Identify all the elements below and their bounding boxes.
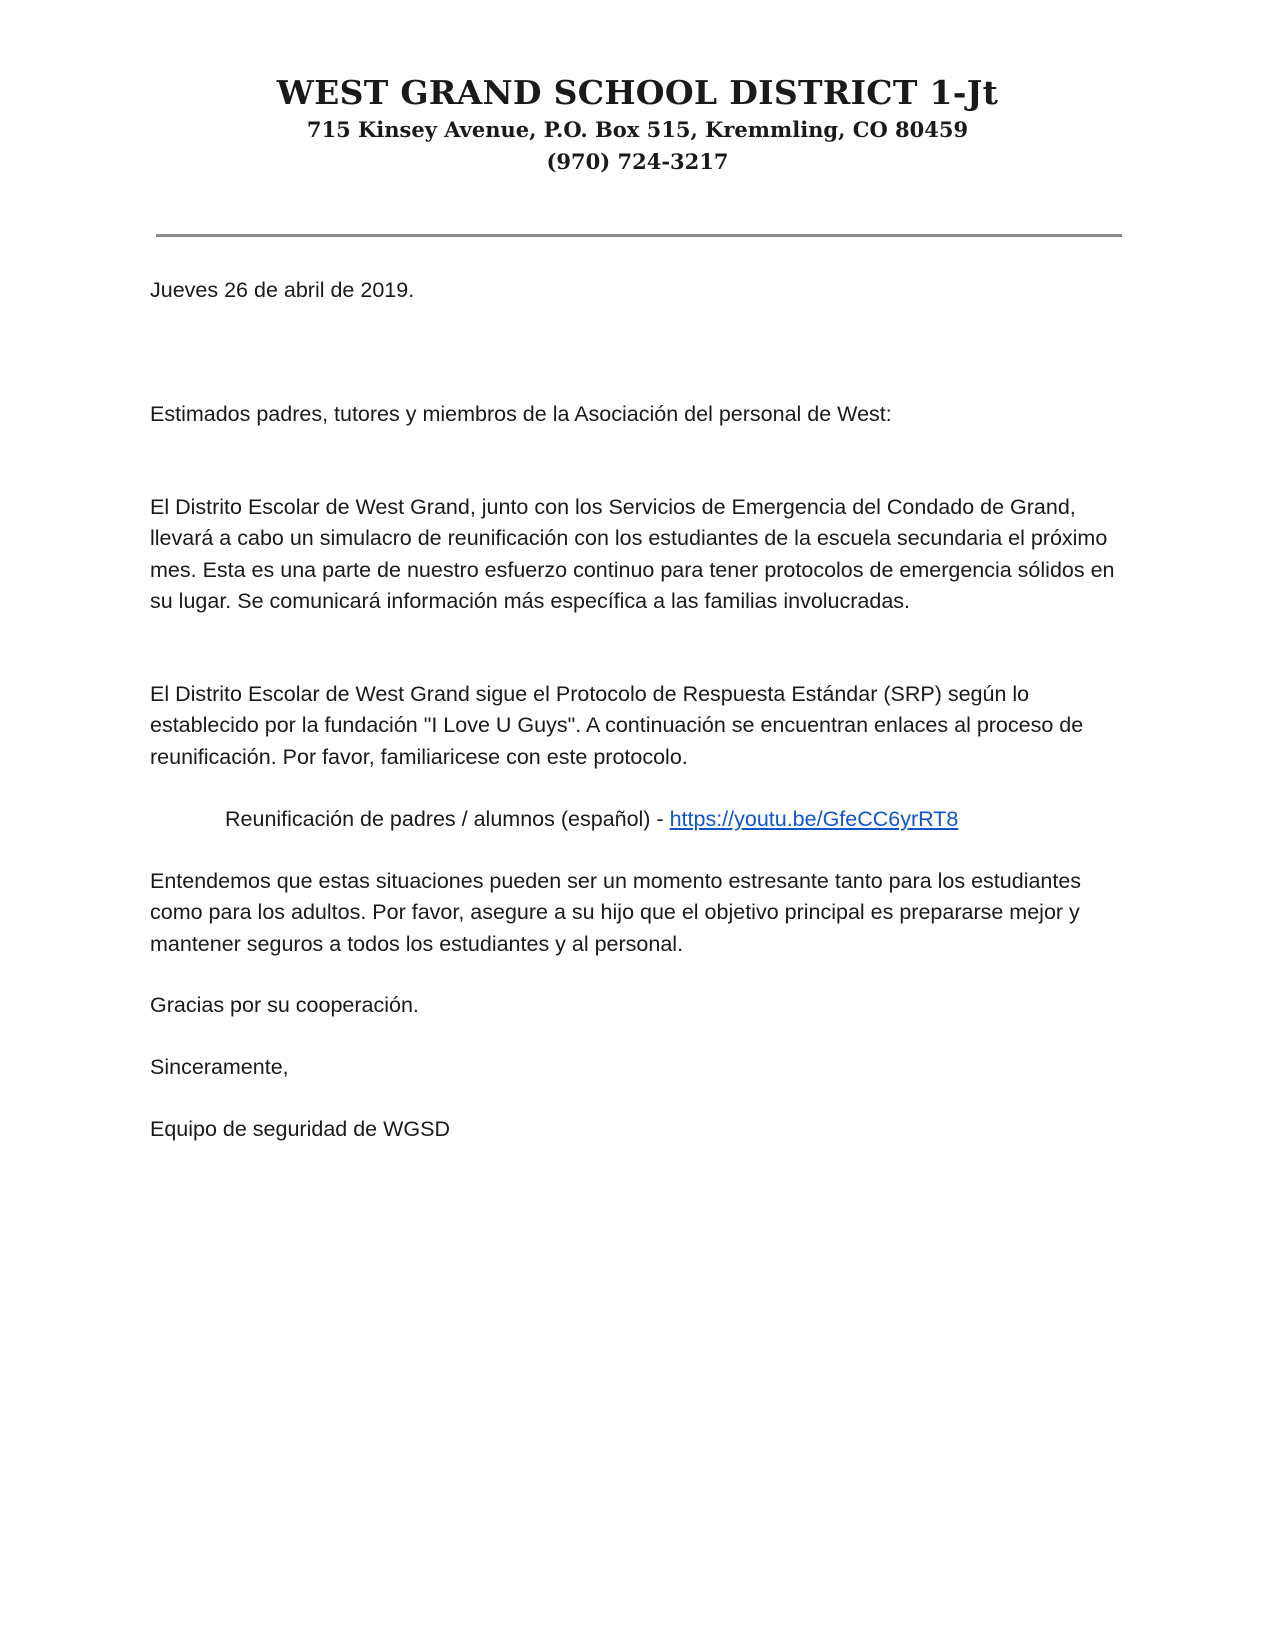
letter-date: Jueves 26 de abril de 2019. bbox=[150, 278, 415, 302]
letter-signature: Equipo de seguridad de WGSD bbox=[150, 1117, 450, 1141]
header-divider bbox=[156, 234, 1122, 237]
letter-thanks: Gracias por su cooperación. bbox=[150, 993, 419, 1017]
letter-paragraph-3: Entendemos que estas situaciones pueden ser un momento estresante tanto para los estudiantes como para los adultos. Por favor, asegure a su hijo que el objetivo principal es prepararse mejor y mantener seguros a todos los estudiantes y al personal. bbox=[150, 869, 1082, 956]
video-link-line bbox=[225, 804, 1125, 835]
letter-salutation: Estimados padres, tutores y miembros de la Asociación del personal de West: bbox=[150, 402, 892, 426]
district-name: WEST GRAND SCHOOL DISTRICT 1-Jt bbox=[276, 73, 999, 112]
district-address: 715 Kinsey Avenue, P.O. Box 515, Kremmling, CO 80459 bbox=[306, 117, 969, 142]
letter-paragraph-2: El Distrito Escolar de West Grand sigue el Protocolo de Respuesta Estándar (SRP) según lo establecido por la fundación "I Love U Guys". A continuación se encuentran enlaces al proceso de reunificación. Por favor, familiaricese con este protocolo. bbox=[150, 682, 1084, 769]
letter-paragraph-1: El Distrito Escolar de West Grand, junto con los Servicios de Emergencia del Condado de Grand, llevará a cabo un simulacro de reunificación con los estudiantes de la escuela secundaria el próximo mes. Esta es una parte de nuestro esfuerzo continuo para tener protocolos de emergencia sólidos en su lugar. Se comunicará información más específica a las familias involucradas. bbox=[150, 495, 1115, 613]
video-link-label: Reunificación de padres / alumnos (español) - bbox=[225, 807, 670, 831]
letterhead bbox=[0, 72, 1275, 178]
letter-closing: Sinceramente, bbox=[150, 1055, 289, 1079]
district-phone: (970) 724-3217 bbox=[546, 149, 729, 174]
video-link[interactable]: https://youtu.be/GfeCC6yrRT8 bbox=[669, 807, 959, 831]
